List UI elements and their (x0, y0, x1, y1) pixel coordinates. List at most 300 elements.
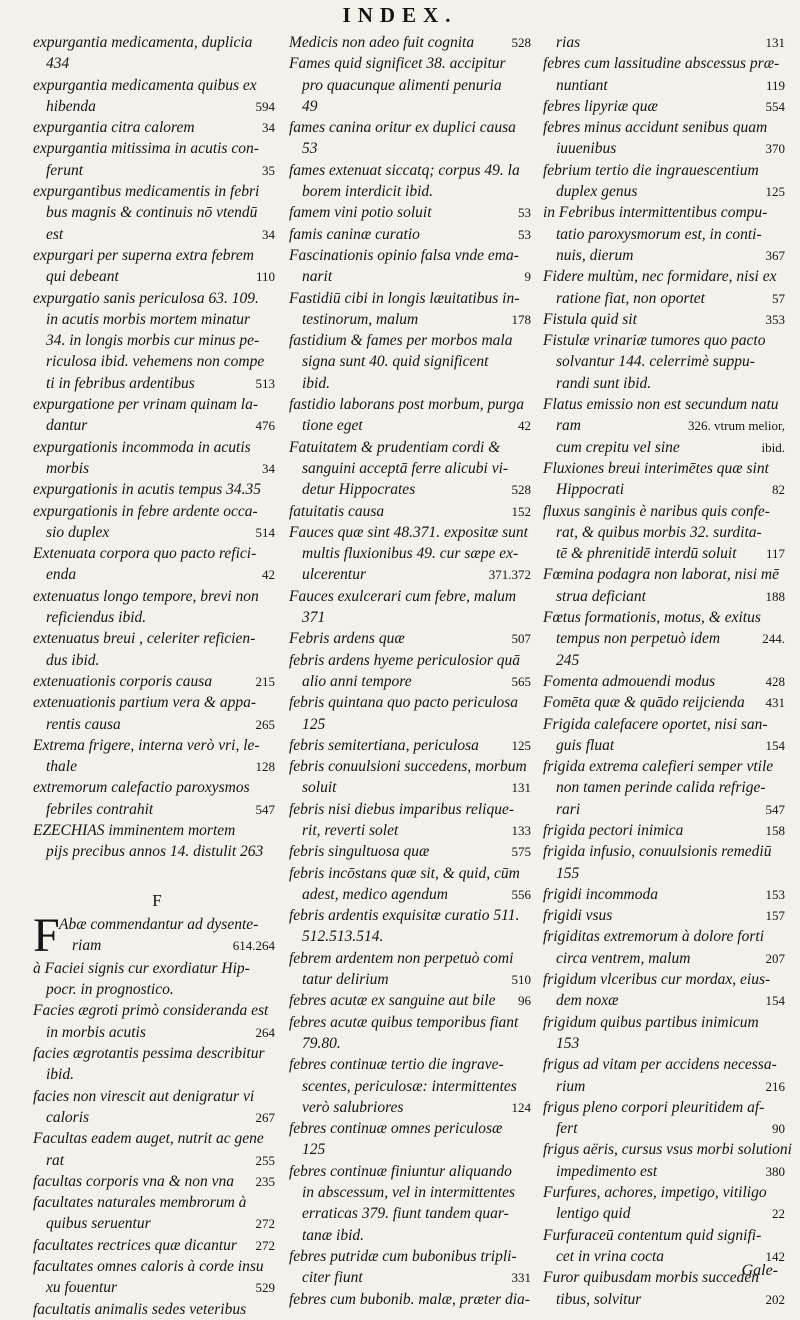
entry-text: frigidum vlceribus cur mordax, eius- (543, 971, 771, 989)
entry-text: febris singultuosa quæ (289, 843, 430, 861)
entry-text: Abæ commendantur ad dysente- (59, 915, 259, 933)
entry-page-ref: 371.372 (488, 567, 531, 583)
entry-text: facultas corporis vna & non vna (33, 1172, 235, 1190)
index-entry-line (543, 202, 791, 223)
index-entry-line (289, 607, 537, 628)
index-entry-line (543, 1118, 791, 1139)
entry-page-ref: 513 (255, 375, 275, 391)
index-entry-line (289, 117, 537, 138)
entry-page-ref: 158 (765, 822, 785, 838)
index-entry-line (543, 586, 791, 607)
index-entry-line (33, 777, 281, 798)
entry-page-ref: 128 (255, 759, 275, 775)
entry-text: febris ardens hyeme periculosior quā (289, 651, 521, 669)
index-entry-line (33, 1043, 281, 1064)
index-entry-line (543, 1139, 791, 1160)
index-entry-line (33, 1128, 281, 1149)
entry-text: rari (556, 800, 581, 818)
index-entry-line (289, 628, 537, 649)
entry-text: febres continuæ omnes periculosæ (289, 1120, 503, 1138)
entry-text: Fomēta quæ & quādo reijcienda (543, 694, 745, 712)
entry-text: bus magnis & continuis nō vtendū (46, 204, 258, 222)
entry-text: famem vini potio soluit (289, 204, 432, 222)
entry-text: febrem ardentem non perpetuò comi (289, 949, 514, 967)
entry-text: circa ventrem, malum (556, 949, 691, 967)
index-entry-line (543, 96, 791, 117)
entry-text: extenuationis corporis causa (33, 672, 213, 690)
index-entry-line (33, 522, 281, 543)
entry-page-ref: 353 (765, 311, 785, 327)
entry-text: ram (556, 417, 581, 435)
entry-text: 512.513.514. (302, 928, 384, 946)
entry-text: Hippocrati (556, 481, 625, 499)
entry-text: cum crepitu vel sine (556, 438, 680, 456)
entry-text: borem interdicit ibid. (302, 183, 434, 201)
entry-text: solvantur 144. celerrimè suppu- (556, 353, 755, 371)
entry-page-ref: 528 (511, 35, 531, 50)
entry-page-ref: 34 (262, 460, 275, 476)
entry-text: febris conuulsioni succedens, morbum (289, 758, 527, 776)
entry-text: riculosa ibid. vehemens non compe (46, 353, 265, 371)
index-entry-line (289, 948, 537, 969)
index-entry-line (33, 373, 281, 394)
index-entry-line (289, 75, 537, 96)
entry-text: extenuatus breui , celeriter reficien- (33, 630, 256, 648)
index-entry-line (289, 330, 537, 351)
entry-text: Facultas eadem auget, nutrit ac gene (33, 1130, 264, 1148)
entry-text: nuntiant (556, 76, 608, 94)
entry-text: expurgantia citra calorem (33, 119, 195, 137)
index-entry-line (289, 1012, 537, 1033)
dropcap-letter: F (33, 908, 60, 962)
index-entry-line (289, 1118, 537, 1139)
index-entry-line (33, 543, 281, 564)
entry-text: Furor quibusdam morbis succeden (543, 1269, 759, 1287)
index-entry-line (543, 671, 791, 692)
entry-text: facies non virescit aut denigratur vi (33, 1087, 255, 1105)
index-entry-line (543, 160, 791, 181)
entry-text: in abscessum, vel in intermittentes (302, 1184, 516, 1202)
entry-text: tanæ ibid. (302, 1226, 365, 1244)
index-entry-line (289, 1267, 537, 1288)
index-entry-line (543, 1203, 791, 1224)
entry-text: tibus, solvitur (556, 1290, 642, 1308)
entry-page-ref: 57 (772, 290, 785, 306)
entry-page-ref: 326. vtrum melior, (688, 418, 785, 434)
index-entry-line (543, 1182, 791, 1203)
index-column-middle (289, 32, 537, 1308)
index-entry-line (289, 138, 537, 159)
index-entry-line (543, 32, 791, 53)
index-entry-line (543, 117, 791, 138)
index-entry-line (543, 990, 791, 1011)
entry-page-ref: 152 (511, 503, 531, 519)
entry-text: febres lipyriæ quæ (543, 97, 658, 115)
index-entry-line (543, 692, 791, 713)
entry-page-ref: 202 (765, 1291, 785, 1307)
entry-text: EZECHIAS imminentem mortem (33, 821, 236, 839)
index-entry-line (543, 330, 791, 351)
index-entry-line (289, 543, 537, 564)
index-entry-line (543, 1012, 791, 1033)
entry-text: reficiendus ibid. (46, 609, 147, 627)
entry-page-ref: 34 (262, 226, 275, 242)
entry-text: thale (46, 758, 77, 776)
index-entry-line (289, 735, 537, 756)
index-entry-line (543, 777, 791, 798)
entry-page-ref: 528 (511, 482, 531, 498)
index-entry-line (33, 1171, 281, 1192)
index-entry-line (33, 841, 281, 862)
entry-text: morbis (46, 459, 90, 477)
entry-page-ref: 370 (765, 141, 785, 157)
index-entry-line (543, 1225, 791, 1246)
entry-page-ref: 264 (255, 1024, 275, 1040)
index-entry-line (543, 1054, 791, 1075)
entry-text: pro quacunque alimenti penuria (302, 76, 502, 94)
entry-text: expurgatione per vrinam quinam la- (33, 396, 258, 414)
entry-page-ref: 157 (765, 908, 785, 924)
entry-text: febris ardentis exquisitæ curatio 511. (289, 907, 520, 925)
index-entry-line (289, 437, 537, 458)
entry-text: enda (46, 566, 77, 584)
entry-text: expurgantibus medicamentis in febri (33, 183, 260, 201)
entry-text: riam (72, 937, 102, 955)
entries-left-main (33, 32, 281, 863)
index-entry-line (289, 1225, 537, 1246)
index-entry-line (289, 522, 537, 543)
entry-text: tatur delirium (302, 971, 389, 989)
index-entry-line (33, 415, 281, 436)
index-entry-line (33, 1150, 281, 1171)
index-entry-line (543, 181, 791, 202)
entry-text: 53 (302, 140, 318, 158)
entry-text: 371 (302, 609, 326, 627)
index-entry-line (33, 288, 281, 309)
entry-page-ref: 272 (255, 1216, 275, 1232)
index-entry-line (289, 841, 537, 862)
index-entry-line (33, 309, 281, 330)
entry-text: 79.80. (302, 1034, 341, 1052)
entry-text: expurgationis in acutis tempus 34.35 (33, 481, 262, 499)
entries-right (543, 32, 791, 1310)
entry-text: frigida extrema calefieri semper vtile (543, 758, 774, 776)
entry-text: febres putridæ cum bubonibus tripli- (289, 1247, 517, 1265)
index-entry-line (543, 948, 791, 969)
entry-page-ref: ibid. (761, 439, 785, 455)
index-entry-line (33, 714, 281, 735)
entry-text: expurgantia medicamenta quibus ex (33, 76, 257, 94)
entry-page-ref: 35 (262, 162, 275, 178)
entry-text: pocr. in prognostico. (46, 981, 174, 999)
index-entry-line (543, 735, 791, 756)
entry-text: Fluxiones breui interimētes quæ sint (543, 459, 769, 477)
index-entry-line (289, 884, 537, 905)
index-entry-line (33, 160, 281, 181)
entry-page-ref: 117 (765, 546, 785, 562)
index-entry-line (289, 501, 537, 522)
index-entry-line (543, 543, 791, 564)
entry-text: febris incōstans quæ sit, & quid, cūm (289, 864, 520, 882)
index-entry-line (33, 266, 281, 287)
index-entry-line (289, 1289, 537, 1310)
entry-page-ref: 9 (524, 269, 531, 285)
index-entry-line (289, 1076, 537, 1097)
index-entry-line (543, 756, 791, 777)
index-entry-line (33, 1064, 281, 1085)
index-entry-line (33, 458, 281, 479)
entry-text: Fistula quid sit (543, 310, 637, 328)
entry-text: nuis, dierum (556, 246, 634, 264)
entry-text: Fomenta admouendi modus (543, 672, 716, 690)
entry-text: xu fouentur (46, 1279, 118, 1297)
entry-text: Furfures, achores, impetigo, vitiligo (543, 1184, 767, 1202)
entry-page-ref: 34 (262, 120, 275, 136)
entry-text: frigus ad vitam per accidens necessa- (543, 1056, 777, 1074)
index-entry-line (289, 96, 537, 117)
index-entry-line (289, 586, 537, 607)
entry-text: dem noxæ (556, 992, 619, 1010)
index-entry-line (33, 820, 281, 841)
index-entry-line (33, 330, 281, 351)
entry-text: facultatis animalis sedes veteribus (33, 1300, 247, 1318)
index-entry-line (543, 714, 791, 735)
entry-text: extenuationis partium vera & appa- (33, 694, 256, 712)
entry-text: febres continuæ tertio die ingrave- (289, 1056, 504, 1074)
entries-left-after (33, 958, 281, 1320)
entry-text: ulcerentur (302, 566, 366, 584)
entry-page-ref: 53 (518, 205, 531, 221)
entry-text: febres cum bubonib. malæ, præter dia- (289, 1290, 530, 1308)
index-entry-line (543, 394, 791, 415)
entry-text: soluit (302, 779, 337, 797)
index-entry-line (543, 309, 791, 330)
entry-page-ref: 22 (772, 1206, 785, 1222)
index-entry-line (543, 53, 791, 74)
index-entry-line (33, 1086, 281, 1107)
index-entry-line (543, 437, 791, 458)
entry-text: adest, medico agendum (302, 885, 448, 903)
entry-page-ref: 142 (765, 1248, 785, 1264)
entry-text: frigus pleno corpori pleuritidem af- (543, 1098, 765, 1116)
entry-text: facies ægrotantis pessima describitur (33, 1045, 265, 1063)
entries-middle (289, 32, 537, 1310)
index-entry-line (289, 1139, 537, 1160)
entry-text: iuuenibus (556, 140, 617, 158)
index-entry-line (33, 1235, 281, 1256)
index-entry-line (289, 373, 537, 394)
entry-page-ref: 188 (765, 588, 785, 604)
index-entry-line (289, 181, 537, 202)
index-entry-line (289, 863, 537, 884)
index-entry-line (543, 607, 791, 628)
entry-text: rentis causa (46, 715, 121, 733)
entry-text: Fœmina podagra non laborat, nisi mē (543, 566, 779, 584)
entry-text: expurgatio sanis periculosa 63. 109. (33, 289, 259, 307)
entry-text: Extenuata corpora quo pacto refici- (33, 545, 257, 563)
entry-text: detur Hippocrates (302, 481, 416, 499)
index-entry-line (289, 351, 537, 372)
entry-text: ti in febribus ardentibus (46, 374, 195, 392)
index-entry-line (289, 1097, 537, 1118)
index-entry-line (33, 979, 281, 1000)
index-entry-line (33, 479, 281, 500)
index-entry-line (33, 1213, 281, 1234)
index-entry-line (543, 245, 791, 266)
section-gap (33, 863, 281, 884)
entry-page-ref: 42 (518, 418, 531, 434)
entry-text: randi sunt ibid. (556, 374, 652, 392)
entry-text: rit, reverti solet (302, 821, 399, 839)
entry-text: Furfuraceū contentum quid signifi- (543, 1226, 762, 1244)
entry-page-ref: 510 (511, 972, 531, 988)
index-entry-line (543, 501, 791, 522)
entry-page-ref: 547 (765, 801, 785, 817)
entry-text: febriles contrahit (46, 800, 154, 818)
entry-text: fastidium & fames per morbos mala (289, 332, 513, 350)
index-entry-line (289, 714, 537, 735)
entry-text: facultates omnes caloris à corde insu (33, 1258, 264, 1276)
index-entry-line (33, 394, 281, 415)
entry-text: febris quintana quo pacto periculosa (289, 694, 519, 712)
index-entry-line (543, 522, 791, 543)
entry-page-ref: 565 (511, 673, 531, 689)
entry-page-ref: 265 (255, 716, 275, 732)
entry-text: rium (556, 1077, 586, 1095)
index-entry-line (289, 650, 537, 671)
entry-text: 155 (556, 864, 580, 882)
index-entry-line (33, 671, 281, 692)
entry-page-ref: 153 (765, 886, 785, 902)
entry-text: frigida infusio, conuulsionis remediū (543, 843, 772, 861)
index-entry-line (289, 1203, 537, 1224)
index-entry-line (289, 479, 537, 500)
entry-text: extenuatus longo tempore, brevi non (33, 587, 259, 605)
entry-text: facultates rectrices quæ dicantur (33, 1236, 237, 1254)
entry-text: guis fluat (556, 736, 615, 754)
index-entry-line (543, 650, 791, 671)
entry-text: Facies ægroti primò consideranda est (33, 1002, 269, 1020)
index-entry-line (289, 53, 537, 74)
entry-text: erraticas 379. fiunt tandem quar- (302, 1205, 509, 1223)
index-entry-line (543, 1076, 791, 1097)
entry-text: tatio paroxysmorum est, in conti- (556, 225, 762, 243)
entry-page-ref: 178 (511, 311, 531, 327)
entry-page-ref: 272 (255, 1237, 275, 1253)
index-entry-line (33, 958, 281, 979)
entry-text: facultates naturales membrorum à (33, 1194, 247, 1212)
index-entry-line (543, 138, 791, 159)
entry-text: Flatus emissio non est secundum natu (543, 396, 779, 414)
entry-text: strua deficiant (556, 587, 646, 605)
index-entry-line (289, 926, 537, 947)
entry-text: à Faciei signis cur exordiatur Hip- (33, 959, 250, 977)
entry-page-ref: 110 (255, 269, 275, 285)
catchword: Gale- (741, 1262, 778, 1279)
index-entry-line (33, 351, 281, 372)
index-entry-line (543, 266, 791, 287)
entry-page-ref: 216 (765, 1078, 785, 1094)
entry-text: frigidi vsus (543, 907, 613, 925)
index-entry-line (33, 75, 281, 96)
index-entry-line (543, 1161, 791, 1182)
entry-page-ref: 331 (511, 1270, 531, 1286)
entry-text: in morbis acutis (46, 1023, 146, 1041)
index-entry-line (33, 1277, 281, 1298)
index-entry-line (33, 564, 281, 585)
index-entry-line (289, 820, 537, 841)
entry-text: hibenda (46, 97, 96, 115)
entry-text: Fauces quæ sint 48.371. expositæ sunt (289, 523, 528, 541)
index-entry-line (289, 692, 537, 713)
index-entry-line (289, 266, 537, 287)
entry-text: Fatuitatem & prudentiam cordi & (289, 438, 501, 456)
entry-page-ref: 133 (511, 822, 531, 838)
entry-page-ref: 235 (255, 1173, 275, 1189)
entry-page-ref: 244. (762, 631, 785, 647)
entry-text: frigida pectori inimica (543, 821, 684, 839)
index-entry-line (543, 628, 791, 649)
index-entry-line (543, 458, 791, 479)
entry-text: lentigo quid (556, 1205, 631, 1223)
entry-text: Fascinationis opinio falsa vnde ema- (289, 246, 519, 264)
entry-text: frigiditas extremorum à dolore forti (543, 928, 765, 946)
entry-page-ref: 380 (765, 1163, 785, 1179)
entry-page-ref: 154 (765, 993, 785, 1009)
index-entry-line (289, 202, 537, 223)
index-entry-line (543, 415, 791, 436)
index-entry-line (33, 799, 281, 820)
entry-page-ref: 267 (255, 1109, 275, 1125)
entry-text: expurgantia mitissima in acutis con- (33, 140, 259, 158)
entry-page-ref: 154 (765, 737, 785, 753)
index-entry-line (289, 905, 537, 926)
entry-page-ref: 428 (765, 673, 785, 689)
entry-text: tione eget (302, 417, 363, 435)
index-entry-line (289, 309, 537, 330)
index-entry-line (289, 245, 537, 266)
entry-text: 125 (302, 1141, 326, 1159)
entry-text: rat (46, 1151, 65, 1169)
entry-text: ferunt (46, 161, 84, 179)
index-entry-line (543, 351, 791, 372)
index-entry-line (289, 32, 537, 53)
entry-text: tempus non perpetuò idem (556, 630, 721, 648)
entry-text: frigidi incommoda (543, 885, 658, 903)
index-entry-line (33, 96, 281, 117)
entry-text: 153 (556, 1034, 580, 1052)
entry-page-ref: 96 (518, 993, 531, 1009)
index-entry-line (289, 1033, 537, 1054)
entry-page-ref: 514 (255, 524, 275, 540)
entry-text: tē & phrenitidē interdū soluit (556, 545, 737, 563)
index-entry-line (543, 841, 791, 862)
entry-text: Medicis non adeo fuit cognita (289, 34, 475, 51)
index-entry-line (33, 1000, 281, 1021)
entry-text: fluxus sanginis è naribus quis confe- (543, 502, 770, 520)
entry-page-ref: 90 (772, 1121, 785, 1137)
index-entry-line (289, 756, 537, 777)
entry-text: febrium tertio die ingrauescentium (543, 161, 759, 179)
index-entry-line (289, 671, 537, 692)
entry-text: extremorum calefactio paroxysmos (33, 779, 250, 797)
entry-page-ref: 131 (765, 35, 785, 50)
index-entry-line (543, 905, 791, 926)
entry-page-ref: 547 (255, 801, 275, 817)
page-header: INDEX. (342, 3, 458, 27)
dropcap-block (33, 908, 281, 962)
index-entry-line (33, 1022, 281, 1043)
